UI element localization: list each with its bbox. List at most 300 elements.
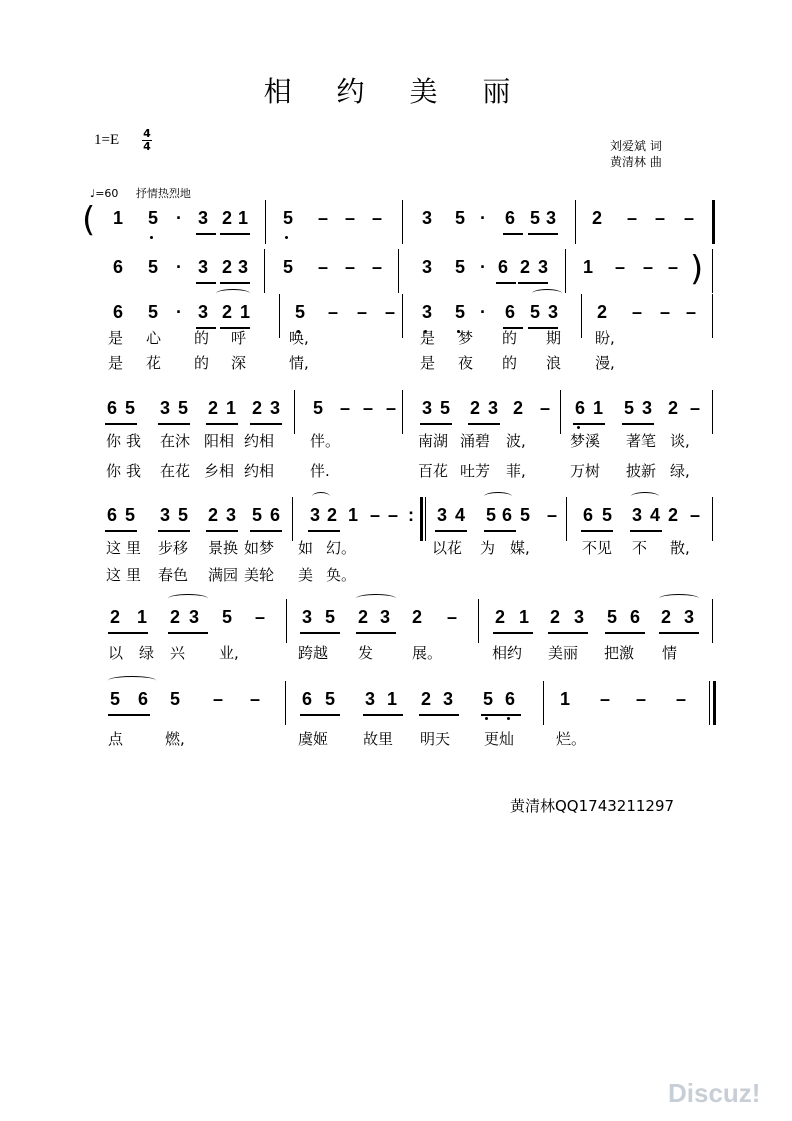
lyric-word: 南湖: [418, 432, 449, 450]
lyric-word: 相约: [492, 644, 523, 662]
eighth-underline: [196, 233, 216, 235]
note: 3: [189, 607, 200, 627]
lyric-word: 深: [231, 354, 247, 372]
lyric-word: 兴: [170, 644, 186, 662]
note: 5: [486, 505, 497, 525]
lyric-word: 乡相: [204, 462, 235, 480]
barline: [712, 200, 715, 244]
lyric-word: 美: [298, 566, 314, 584]
dash-note: –: [615, 257, 626, 277]
lyric-word: 春色: [158, 566, 189, 584]
note: 2: [222, 208, 233, 228]
note: 3: [574, 607, 585, 627]
note: 6: [113, 302, 124, 322]
lyric-line-3-2: [0, 352, 792, 372]
barline: [560, 390, 561, 434]
barline: [478, 599, 479, 643]
lyric-word: 唤,: [289, 329, 309, 347]
eighth-underline: [196, 282, 216, 284]
lyric-word: 美丽: [548, 644, 579, 662]
note: 5: [295, 302, 306, 322]
dash-note: –: [655, 208, 666, 228]
note: 5: [125, 505, 136, 525]
dash-note: –: [447, 607, 458, 627]
note: 2: [170, 607, 181, 627]
slur-arc: [108, 676, 156, 685]
low-octave-dot: [285, 236, 288, 239]
note: 2: [358, 607, 369, 627]
lyric-word: 我: [126, 462, 142, 480]
key-signature: 1=E: [94, 132, 120, 148]
eighth-underline: [435, 530, 467, 532]
lyric-word: 在花: [160, 462, 191, 480]
note: 2: [252, 398, 263, 418]
note: 3: [422, 208, 433, 228]
dash-note: –: [690, 398, 701, 418]
lyric-word: 波,: [506, 432, 526, 450]
barline: [402, 390, 403, 434]
note: 1: [387, 689, 398, 709]
barline: [294, 390, 295, 434]
dash-note: –: [547, 505, 558, 525]
lyric-word: 漫,: [595, 354, 615, 372]
lyric-word: 以花: [432, 539, 463, 557]
note: 6: [583, 505, 594, 525]
note: 5: [602, 505, 613, 525]
dash-note: –: [627, 208, 638, 228]
dash-note: –: [660, 302, 671, 322]
lyric-line-4-1: [0, 430, 792, 450]
note: 5: [455, 302, 466, 322]
lyric-word: 菲,: [506, 462, 526, 480]
slur-arc: [631, 492, 659, 501]
lyric-word: 浪: [546, 354, 562, 372]
barline: [286, 599, 287, 643]
note: 3: [270, 398, 281, 418]
low-octave-dot: [577, 426, 580, 429]
note: 2: [520, 257, 531, 277]
note: 1: [583, 257, 594, 277]
notation-line-7: [0, 689, 792, 719]
time-bottom: 4: [143, 140, 151, 153]
note: 5: [252, 505, 263, 525]
note: 3: [488, 398, 499, 418]
lyric-word: 百花: [418, 462, 449, 480]
lyric-word: 在沐: [160, 432, 191, 450]
time-signature: [142, 128, 152, 153]
note: 3: [160, 398, 171, 418]
lyric-word: 我: [126, 432, 142, 450]
lyric-word: 情: [662, 644, 678, 662]
dash-note: –: [328, 302, 339, 322]
note: 5: [455, 257, 466, 277]
lyric-word: 绿: [139, 644, 155, 662]
lyric-word: 里: [126, 539, 142, 557]
note: 3: [310, 505, 321, 525]
lyric-line-7-1: [0, 728, 792, 748]
lyric-line-3-1: [0, 327, 792, 347]
dash-note: –: [540, 398, 551, 418]
lyric-word: 幻。: [326, 539, 357, 557]
eighth-underline: [481, 714, 521, 716]
slur-arc: [659, 594, 699, 603]
note: 2: [208, 505, 219, 525]
eighth-underline: [206, 530, 238, 532]
note: 3: [302, 607, 313, 627]
note: 4: [650, 505, 661, 525]
lyric-word: 的: [194, 354, 210, 372]
dot-note: ·: [176, 208, 182, 228]
eighth-underline: [206, 423, 238, 425]
eighth-underline: [468, 423, 500, 425]
lyric-word: 这: [106, 539, 122, 557]
low-octave-dot: [150, 236, 153, 239]
note: 2: [222, 302, 233, 322]
lyric-word: 美轮: [244, 566, 275, 584]
note: 5: [624, 398, 635, 418]
eighth-underline: [419, 714, 459, 716]
barline: [264, 249, 265, 293]
credits: [610, 138, 662, 170]
dash-note: –: [372, 257, 383, 277]
barline: [398, 249, 399, 293]
lyric-word: 著笔: [626, 432, 657, 450]
lyric-word: 涌碧: [460, 432, 491, 450]
barline: [566, 497, 567, 541]
lyric-word: 烂。: [556, 730, 587, 748]
lyric-word: 心: [146, 329, 162, 347]
eighth-underline: [484, 530, 516, 532]
lyric-word: 是: [420, 329, 436, 347]
signature: 黄清林QQ1743211297: [510, 797, 675, 815]
note: 2: [513, 398, 524, 418]
note: 6: [630, 607, 641, 627]
composer: 黄清林 曲: [610, 155, 662, 169]
note: 6: [505, 302, 516, 322]
repeat-colon: :: [408, 505, 414, 525]
lyric-word: 如: [298, 539, 314, 557]
note: 6: [113, 257, 124, 277]
eighth-underline: [220, 282, 250, 284]
dot-note: ·: [176, 257, 182, 277]
eighth-underline: [168, 632, 208, 634]
lyricist: 刘爱斌 词: [610, 139, 662, 153]
note: 6: [138, 689, 149, 709]
dash-note: –: [690, 505, 701, 525]
lyric-word: 满园: [208, 566, 239, 584]
lyric-word: 以: [108, 644, 124, 662]
notation-line-1: [0, 200, 792, 240]
eighth-underline: [496, 282, 516, 284]
dash-note: –: [676, 689, 687, 709]
lyric-word: 绿,: [670, 462, 690, 480]
slur-arc: [356, 594, 396, 603]
dash-note: –: [213, 689, 224, 709]
eighth-underline: [605, 632, 645, 634]
note: 5: [222, 607, 233, 627]
lyric-word: 发: [358, 644, 374, 662]
lyric-word: 展。: [412, 644, 443, 662]
eighth-underline: [581, 530, 613, 532]
note: 6: [302, 689, 313, 709]
note: 3: [198, 257, 209, 277]
dash-note: –: [372, 208, 383, 228]
note: 1: [593, 398, 604, 418]
eighth-underline: [308, 530, 340, 532]
note: 6: [498, 257, 509, 277]
note: 2: [668, 398, 679, 418]
eighth-underline: [622, 423, 654, 425]
lyric-word: 步移: [158, 539, 189, 557]
note: 3: [198, 208, 209, 228]
barline: [285, 681, 286, 725]
dash-note: –: [684, 208, 695, 228]
note: 6: [270, 505, 281, 525]
note: 3: [443, 689, 454, 709]
note: 3: [548, 302, 559, 322]
note: 5: [325, 607, 336, 627]
note: 2: [470, 398, 481, 418]
notation-line-5: [0, 505, 792, 535]
eighth-underline: [503, 233, 523, 235]
dash-note: –: [250, 689, 261, 709]
lyric-word: 披新: [626, 462, 657, 480]
note: 2: [110, 607, 121, 627]
eighth-underline: [518, 282, 548, 284]
expression: 抒情热烈地: [135, 187, 191, 200]
note: 5: [125, 398, 136, 418]
lyric-word: 虞姬: [298, 730, 329, 748]
note: 1: [113, 208, 124, 228]
lyric-word: 把激: [604, 644, 635, 662]
note: 2: [327, 505, 338, 525]
note: 5: [440, 398, 451, 418]
lyric-word: 业,: [219, 644, 239, 662]
note: 5: [313, 398, 324, 418]
dash-note: –: [255, 607, 266, 627]
tempo-value: ♩=60: [90, 187, 119, 200]
barline: [709, 681, 710, 725]
note: 3: [365, 689, 376, 709]
lyric-word: 约相: [244, 462, 275, 480]
lyric-word: 不见: [582, 539, 613, 557]
lyric-word: 奂。: [326, 566, 357, 584]
dash-note: –: [386, 398, 397, 418]
dash-note: –: [668, 257, 679, 277]
notation-line-2: [0, 249, 792, 289]
note: 4: [455, 505, 466, 525]
lyric-word: 是: [420, 354, 436, 372]
dash-note: –: [636, 689, 647, 709]
note: 1: [238, 208, 249, 228]
lyric-word: 伴。: [310, 432, 341, 450]
dot-note: ·: [176, 302, 182, 322]
dash-note: –: [345, 208, 356, 228]
notation-line-4: [0, 398, 792, 428]
dash-note: –: [370, 505, 381, 525]
lyric-word: 为: [480, 539, 496, 557]
lyric-word: 媒,: [510, 539, 530, 557]
eighth-underline: [630, 530, 662, 532]
repeat-parenthesis: (: [82, 200, 96, 240]
note: 5: [530, 208, 541, 228]
note: 1: [560, 689, 571, 709]
note: 5: [148, 257, 159, 277]
note: 6: [505, 208, 516, 228]
dot-note: ·: [480, 208, 486, 228]
note: 6: [575, 398, 586, 418]
note: 5: [530, 302, 541, 322]
note: 5: [148, 208, 159, 228]
lyric-line-6-1: [0, 642, 792, 662]
note: 5: [148, 302, 159, 322]
eighth-underline: [548, 632, 588, 634]
eighth-underline: [420, 423, 452, 425]
note: 5: [483, 689, 494, 709]
note: 2: [592, 208, 603, 228]
note: 2: [412, 607, 423, 627]
notation-line-6: [0, 607, 792, 637]
lyric-word: 吐芳: [460, 462, 491, 480]
barline: [425, 497, 426, 541]
eighth-underline: [493, 632, 533, 634]
note: 3: [160, 505, 171, 525]
lyric-word: 里: [126, 566, 142, 584]
note: 5: [520, 505, 531, 525]
note: 3: [422, 302, 433, 322]
dot-note: ·: [480, 302, 486, 322]
note: 1: [240, 302, 251, 322]
note: 1: [226, 398, 237, 418]
lyric-word: 你: [106, 432, 122, 450]
lyric-word: 期: [546, 329, 562, 347]
note: 1: [137, 607, 148, 627]
lyric-word: 散,: [670, 539, 690, 557]
eighth-underline: [300, 714, 340, 716]
dot-note: ·: [480, 257, 486, 277]
note: 3: [632, 505, 643, 525]
barline: [712, 599, 713, 643]
note: 3: [437, 505, 448, 525]
low-octave-dot: [485, 717, 488, 720]
note: 5: [325, 689, 336, 709]
note: 3: [226, 505, 237, 525]
lyric-word: 阳相: [204, 432, 235, 450]
lyric-word: 更灿: [484, 730, 515, 748]
note: 2: [208, 398, 219, 418]
note: 5: [283, 208, 294, 228]
lyric-word: 点: [108, 730, 124, 748]
barline: [543, 681, 544, 725]
note: 2: [661, 607, 672, 627]
note: 3: [422, 398, 433, 418]
note: 1: [519, 607, 530, 627]
lyric-word: 盼,: [595, 329, 615, 347]
time-top: 4: [143, 127, 151, 140]
lyric-word: 夜: [458, 354, 474, 372]
note: 3: [684, 607, 695, 627]
lyric-word: 燃,: [165, 730, 185, 748]
note: 2: [222, 257, 233, 277]
slur-arc: [216, 289, 250, 298]
dash-note: –: [357, 302, 368, 322]
note: 2: [495, 607, 506, 627]
eighth-underline: [250, 423, 282, 425]
lyric-word: 花: [146, 354, 162, 372]
barline: [292, 497, 293, 541]
lyric-word: 是: [108, 329, 124, 347]
eighth-underline: [528, 233, 558, 235]
repeat-parenthesis: ): [690, 249, 704, 289]
lyric-word: 不: [632, 539, 648, 557]
lyric-line-5-2: [0, 564, 792, 584]
lyric-word: 伴.: [310, 462, 330, 480]
lyric-word: 万树: [570, 462, 601, 480]
watermark-logo: Discuz!: [668, 1078, 761, 1108]
eighth-underline: [158, 530, 190, 532]
note: 5: [455, 208, 466, 228]
lyric-word: 明天: [420, 730, 451, 748]
dash-note: –: [600, 689, 611, 709]
lyric-line-4-2: [0, 460, 792, 480]
note: 6: [505, 689, 516, 709]
barline: [565, 249, 566, 293]
eighth-underline: [158, 423, 190, 425]
note: 5: [283, 257, 294, 277]
note: 3: [422, 257, 433, 277]
eighth-underline: [220, 233, 250, 235]
barline: [402, 200, 403, 244]
lyric-word: 你: [106, 462, 122, 480]
barline: [575, 200, 576, 244]
dash-note: –: [363, 398, 374, 418]
slur-arc: [484, 492, 512, 501]
note: 3: [198, 302, 209, 322]
slur-arc: [532, 289, 562, 298]
note: 2: [668, 505, 679, 525]
eighth-underline: [105, 530, 137, 532]
note: 5: [178, 398, 189, 418]
note: 3: [238, 257, 249, 277]
note: 6: [107, 398, 118, 418]
note: 3: [642, 398, 653, 418]
lyric-word: 呼: [231, 329, 247, 347]
dash-note: –: [643, 257, 654, 277]
tempo-marking: [90, 185, 191, 201]
lyric-line-5-1: [0, 537, 792, 557]
lyric-word: 景换: [208, 539, 239, 557]
lyric-word: 梦溪: [570, 432, 601, 450]
eighth-underline: [250, 530, 282, 532]
note: 2: [597, 302, 608, 322]
eighth-underline: [356, 632, 396, 634]
eighth-underline: [105, 423, 137, 425]
eighth-underline: [659, 632, 699, 634]
barline: [712, 249, 713, 293]
song-title: 相 约 美 丽: [263, 75, 529, 108]
lyric-word: 故里: [363, 730, 394, 748]
note: 3: [538, 257, 549, 277]
lyric-word: 的: [502, 354, 518, 372]
note: 5: [170, 689, 181, 709]
slur-arc: [168, 594, 208, 603]
low-octave-dot: [507, 717, 510, 720]
lyric-word: 谈,: [670, 432, 690, 450]
note: 6: [502, 505, 513, 525]
slur-arc: [312, 492, 330, 501]
eighth-underline: [300, 632, 340, 634]
note: 1: [348, 505, 359, 525]
